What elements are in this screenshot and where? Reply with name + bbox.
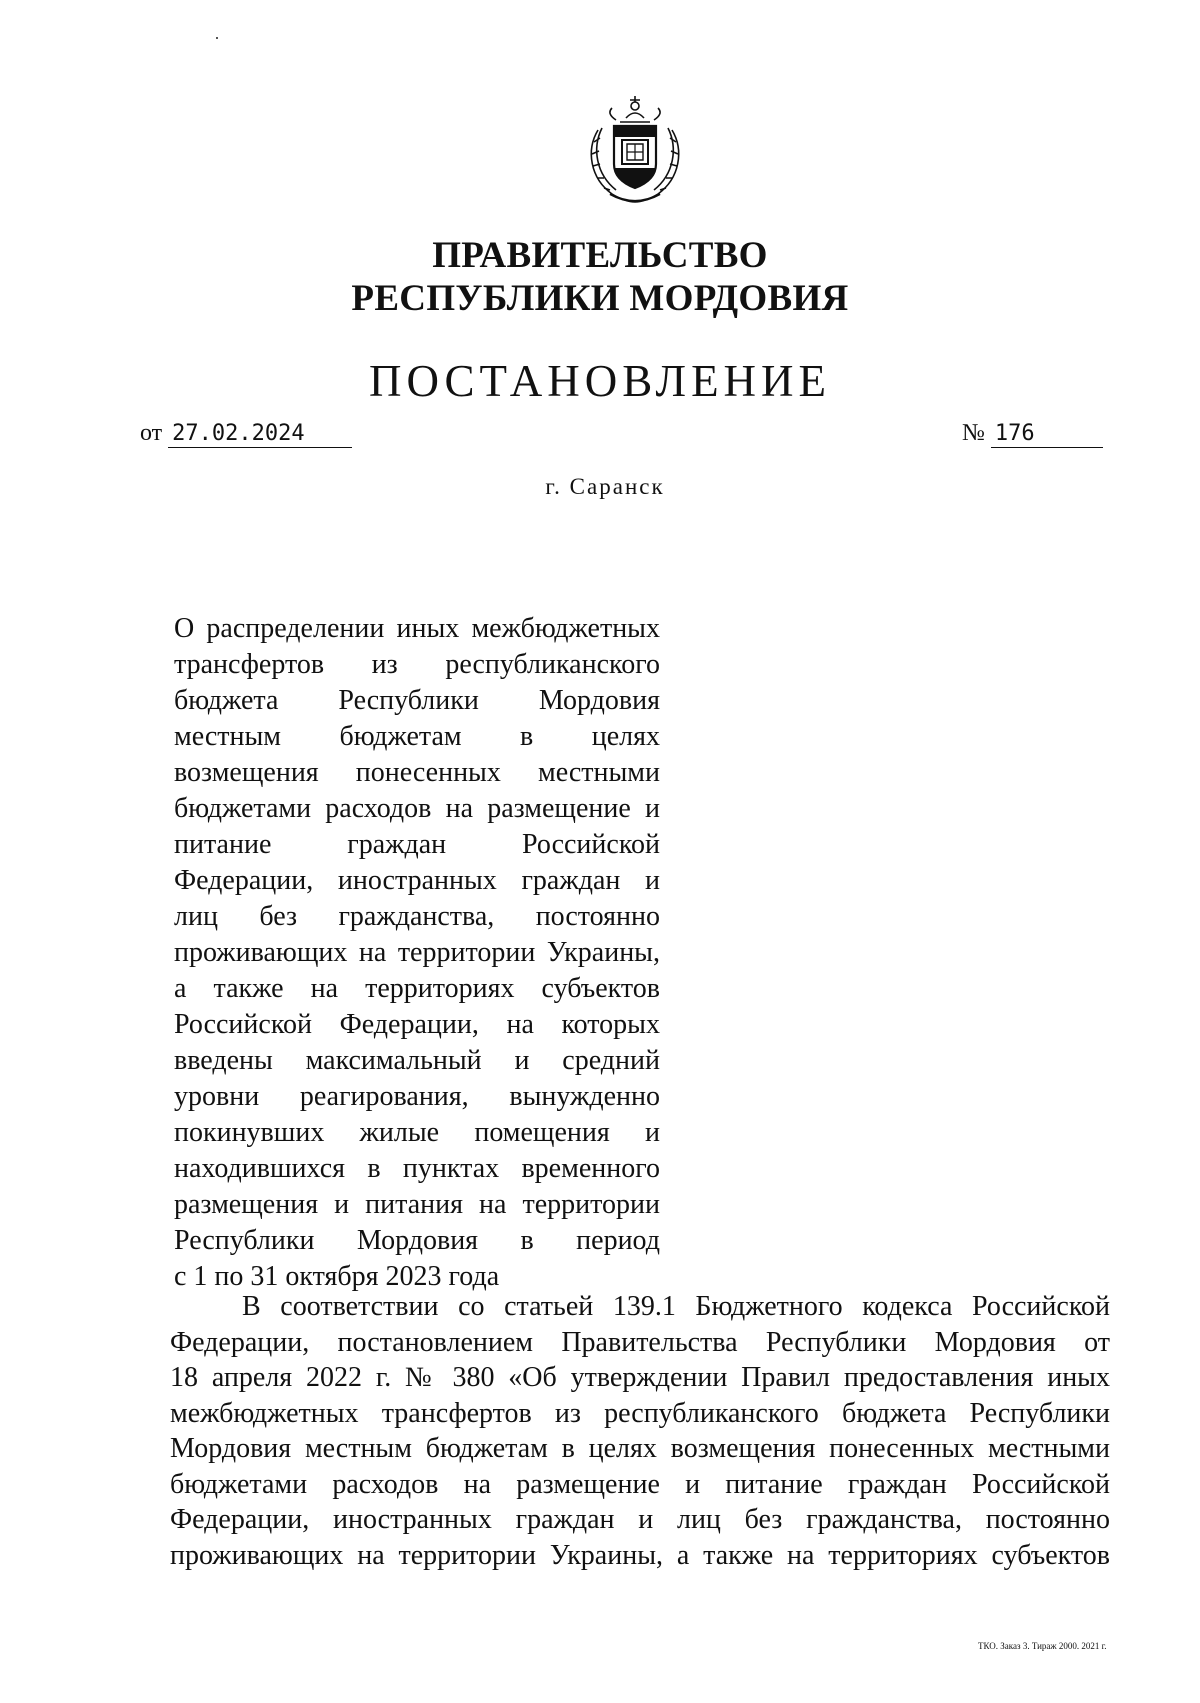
subject-line: Российской Федерации, на которых	[174, 1009, 660, 1040]
document-date: 27.02.2024	[168, 421, 352, 448]
subject-line: размещения и питания на территории	[174, 1189, 660, 1220]
subject-line: находившихся в пунктах временного	[174, 1153, 660, 1184]
document-number-line	[962, 420, 1103, 448]
subject-line: введены максимальный и средний	[174, 1045, 660, 1076]
document-subject	[174, 611, 660, 1295]
subject-line: уровни реагирования, вынужденно	[174, 1081, 660, 1112]
subject-line: питание граждан Российской	[174, 829, 660, 860]
body-line: 18 апреля 2022 г. № 380 «Об утверждении Правил предоставления иных	[170, 1362, 1110, 1393]
subject-line: покинувших жилые помещения и	[174, 1117, 660, 1148]
body-line: Федерации, иностранных граждан и лиц без гражданства, постоянно	[170, 1504, 1110, 1535]
subject-line: проживающих на территории Украины,	[174, 937, 660, 968]
subject-line: трансфертов из республиканского	[174, 649, 660, 680]
print-info-footer: ТКО. Заказ 3. Тираж 2000. 2021 г.	[978, 1641, 1107, 1651]
coat-of-arms-icon	[580, 90, 690, 208]
subject-line: а также на территориях субъектов	[174, 973, 660, 1004]
document-number: 176	[991, 421, 1103, 448]
subject-line: Республики Мордовия в период	[174, 1225, 660, 1256]
subject-line: возмещения понесенных местными	[174, 757, 660, 788]
subject-line: бюджета Республики Мордовия	[174, 685, 660, 716]
document-body	[170, 1289, 1110, 1573]
subject-line: О распределении иных межбюджетных	[174, 613, 660, 644]
document-date-line	[140, 420, 352, 448]
scan-speck	[216, 37, 218, 39]
document-city: г. Саранск	[545, 474, 665, 499]
body-line: В соответствии со статьей 139.1 Бюджетного кодекса Российской	[242, 1291, 1110, 1322]
number-prefix: №	[962, 420, 985, 446]
subject-line: бюджетами расходов на размещение и	[174, 793, 660, 824]
org-name-line2: РЕСПУБЛИКИ МОРДОВИЯ	[351, 278, 849, 319]
body-line: Федерации, постановлением Правительства Республики Мордовия от	[170, 1326, 1110, 1358]
subject-line: лиц без гражданства, постоянно	[174, 901, 660, 932]
document-type-title: ПОСТАНОВЛЕНИЕ	[368, 356, 832, 406]
body-line: проживающих на территории Украины, а также на территориях субъектов	[170, 1539, 1110, 1571]
org-name-line1: ПРАВИТЕЛЬСТВО	[432, 235, 768, 276]
date-prefix: от	[140, 420, 163, 446]
subject-line: местным бюджетам в целях	[174, 721, 660, 752]
subject-line: с 1 по 31 октября 2023 года	[174, 1261, 500, 1292]
body-line: бюджетами расходов на размещение и питание граждан Российской	[170, 1468, 1110, 1500]
body-line: Мордовия местным бюджетам в целях возмещения понесенных местными	[170, 1433, 1110, 1464]
body-line: межбюджетных трансфертов из республиканского бюджета Республики	[170, 1397, 1110, 1429]
subject-line: Федерации, иностранных граждан и	[174, 865, 660, 896]
